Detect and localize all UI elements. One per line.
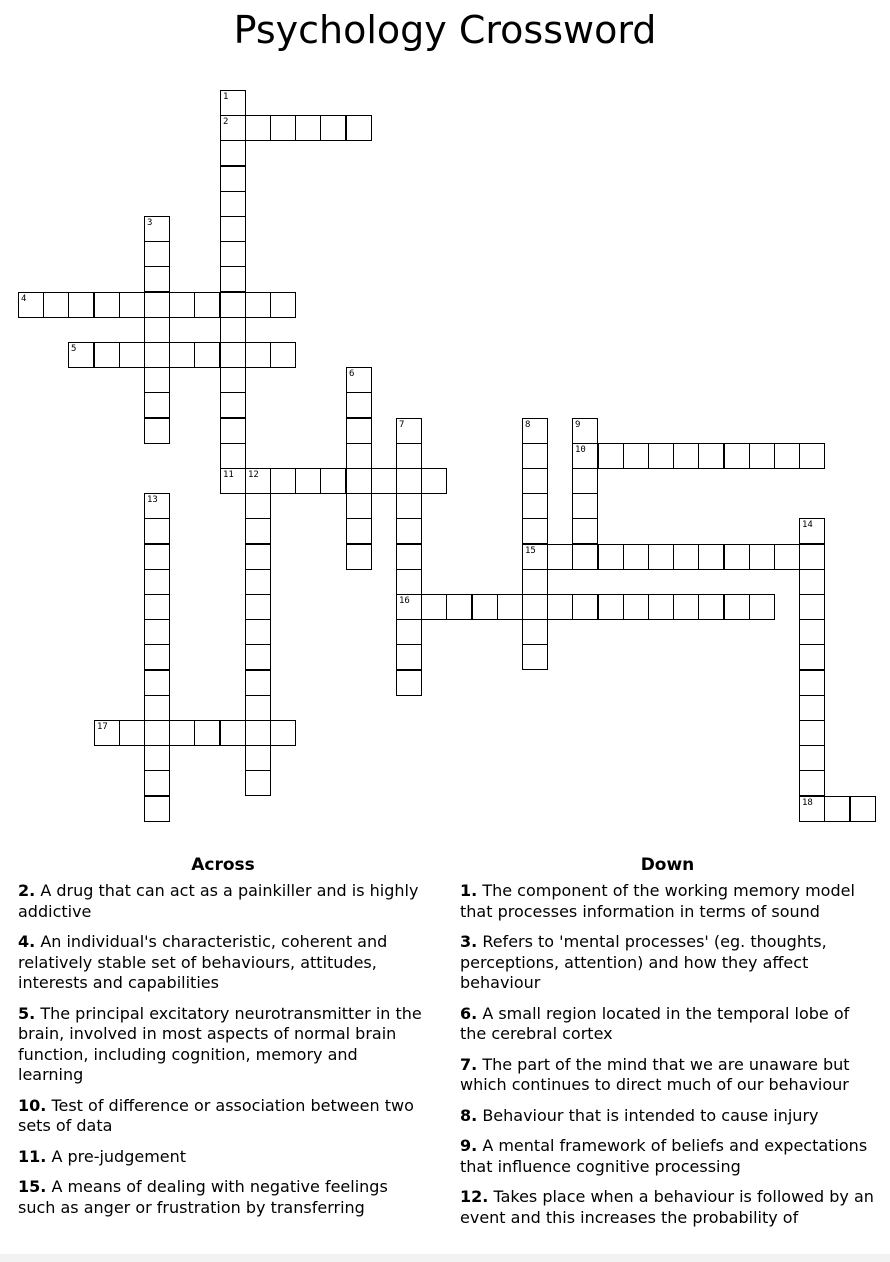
- across-clue: [18, 932, 428, 994]
- across-clue: [18, 1177, 428, 1218]
- grid-cell[interactable]: [623, 594, 649, 620]
- grid-cell[interactable]: [270, 342, 296, 368]
- grid-cell[interactable]: [245, 644, 271, 670]
- grid-cell[interactable]: [144, 292, 170, 318]
- clue-number-label: 5: [71, 344, 77, 354]
- grid-cell[interactable]: [245, 745, 271, 771]
- across-clue: [18, 881, 428, 922]
- grid-cell[interactable]: [144, 770, 170, 796]
- clue-number: 6.: [460, 1003, 478, 1023]
- grid-cell[interactable]: [144, 317, 170, 343]
- page-footer-strip: [0, 1254, 890, 1262]
- across-clues: [18, 854, 428, 1228]
- grid-cell[interactable]: [623, 443, 649, 469]
- grid-cell[interactable]: [396, 670, 422, 696]
- grid-cell[interactable]: [598, 594, 624, 620]
- clue-number-label: 16: [399, 596, 410, 606]
- grid-cell[interactable]: [396, 518, 422, 544]
- grid-cell[interactable]: [245, 670, 271, 696]
- grid-cell[interactable]: [144, 544, 170, 570]
- grid-cell[interactable]: [522, 418, 548, 444]
- grid-cell[interactable]: [245, 720, 271, 746]
- down-clue: [460, 1004, 875, 1045]
- grid-cell[interactable]: [673, 443, 699, 469]
- clue-number: 15.: [18, 1177, 47, 1196]
- clue-number: 9.: [460, 1136, 478, 1155]
- grid-cell[interactable]: [522, 594, 548, 620]
- grid-cell[interactable]: [220, 266, 246, 292]
- grid-cell[interactable]: [245, 493, 271, 519]
- grid-cell[interactable]: [245, 594, 271, 620]
- grid-cell[interactable]: [724, 544, 750, 570]
- grid-cell[interactable]: [346, 392, 372, 418]
- grid-cell[interactable]: [194, 292, 220, 318]
- grid-cell[interactable]: [522, 468, 548, 494]
- grid-cell[interactable]: [522, 644, 548, 670]
- down-clue: [460, 881, 875, 922]
- clue-number-label: 8: [525, 420, 531, 430]
- clue-number-label: 4: [21, 294, 27, 304]
- clue-text: Test of difference or association between two sets of data: [18, 1095, 414, 1135]
- clue-number: 3.: [460, 932, 478, 951]
- clue-text: Takes place when a behaviour is followed by an event and this increases the probability of: [460, 1187, 874, 1227]
- grid-cell[interactable]: [144, 342, 170, 368]
- clue-number: 10.: [18, 1095, 47, 1115]
- grid-cell[interactable]: [572, 418, 598, 444]
- grid-cell[interactable]: [295, 468, 321, 494]
- grid-cell[interactable]: [220, 468, 246, 494]
- grid-cell[interactable]: [346, 493, 372, 519]
- clue-number-label: 1: [223, 92, 229, 102]
- grid-cell[interactable]: [320, 115, 346, 141]
- grid-cell[interactable]: [144, 266, 170, 292]
- grid-cell[interactable]: [169, 720, 195, 746]
- grid-cell[interactable]: [270, 292, 296, 318]
- clue-number-label: 9: [575, 420, 581, 430]
- grid-cell[interactable]: [799, 594, 825, 620]
- grid-cell[interactable]: [94, 720, 120, 746]
- grid-cell[interactable]: [245, 569, 271, 595]
- grid-cell[interactable]: [598, 544, 624, 570]
- grid-cell[interactable]: [799, 720, 825, 746]
- clue-text: The principal excitatory neurotransmitter in the brain, involved in most aspects of normal brain function, including cognition, memory and learning: [18, 1003, 422, 1084]
- grid-cell[interactable]: [396, 443, 422, 469]
- grid-cell[interactable]: [497, 594, 523, 620]
- grid-cell[interactable]: [522, 518, 548, 544]
- grid-cell[interactable]: [522, 443, 548, 469]
- grid-cell[interactable]: [144, 493, 170, 519]
- grid-cell[interactable]: [270, 720, 296, 746]
- clue-text: A drug that can act as a painkiller and is highly addictive: [18, 881, 419, 921]
- grid-cell[interactable]: [799, 544, 825, 570]
- clue-number-label: 11: [223, 470, 234, 480]
- grid-cell[interactable]: [648, 594, 674, 620]
- clue-number-label: 3: [147, 218, 153, 228]
- down-clue-list: [460, 881, 875, 1228]
- grid-cell[interactable]: [396, 619, 422, 645]
- grid-cell[interactable]: [346, 518, 372, 544]
- grid-cell[interactable]: [144, 518, 170, 544]
- grid-cell[interactable]: [220, 317, 246, 343]
- grid-cell[interactable]: [94, 342, 120, 368]
- grid-cell[interactable]: [220, 418, 246, 444]
- grid-cell[interactable]: [144, 367, 170, 393]
- grid-cell[interactable]: [220, 140, 246, 166]
- clue-number-label: 6: [349, 369, 355, 379]
- grid-cell[interactable]: [774, 443, 800, 469]
- grid-cell[interactable]: [18, 292, 44, 318]
- grid-cell[interactable]: [119, 342, 145, 368]
- grid-cell[interactable]: [245, 544, 271, 570]
- down-heading: Down: [640, 855, 695, 875]
- grid-cell[interactable]: [421, 468, 447, 494]
- grid-cell[interactable]: [169, 292, 195, 318]
- clue-number: 2.: [18, 881, 36, 900]
- grid-cell[interactable]: [220, 241, 246, 267]
- grid-cell[interactable]: [572, 443, 598, 469]
- grid-cell[interactable]: [572, 493, 598, 519]
- grid-cell[interactable]: [598, 443, 624, 469]
- grid-cell[interactable]: [245, 695, 271, 721]
- grid-cell[interactable]: [522, 544, 548, 570]
- clue-text: Refers to 'mental processes' (eg. thoughts, perceptions, attention) and how they affect behaviour: [460, 932, 827, 992]
- grid-cell[interactable]: [522, 569, 548, 595]
- grid-cell[interactable]: [346, 544, 372, 570]
- grid-cell[interactable]: [648, 443, 674, 469]
- grid-cell[interactable]: [346, 115, 372, 141]
- grid-cell[interactable]: [673, 594, 699, 620]
- grid-cell[interactable]: [144, 594, 170, 620]
- grid-cell[interactable]: [245, 770, 271, 796]
- grid-cell[interactable]: [220, 367, 246, 393]
- grid-cell[interactable]: [144, 241, 170, 267]
- grid-cell[interactable]: [572, 468, 598, 494]
- grid-cell[interactable]: [799, 443, 825, 469]
- clue-text: Behaviour that is intended to cause injury: [482, 1105, 819, 1125]
- grid-cell[interactable]: [749, 443, 775, 469]
- grid-cell[interactable]: [245, 468, 271, 494]
- grid-cell[interactable]: [799, 770, 825, 796]
- grid-cell[interactable]: [194, 342, 220, 368]
- clue-number-label: 7: [399, 420, 405, 430]
- grid-cell[interactable]: [220, 191, 246, 217]
- grid-cell[interactable]: [799, 518, 825, 544]
- clue-number-label: 13: [147, 495, 158, 505]
- grid-cell[interactable]: [698, 544, 724, 570]
- grid-cell[interactable]: [446, 594, 472, 620]
- clue-text: A pre-judgement: [51, 1146, 187, 1166]
- grid-cell[interactable]: [799, 670, 825, 696]
- clue-number-label: 15: [525, 546, 536, 556]
- grid-cell[interactable]: [245, 518, 271, 544]
- grid-cell[interactable]: [522, 619, 548, 645]
- clue-number: 12.: [460, 1187, 489, 1206]
- grid-cell[interactable]: [396, 594, 422, 620]
- clue-number-label: 12: [248, 470, 259, 480]
- grid-cell[interactable]: [144, 670, 170, 696]
- grid-cell[interactable]: [220, 216, 246, 242]
- grid-cell[interactable]: [220, 443, 246, 469]
- grid-cell[interactable]: [824, 796, 850, 822]
- grid-cell[interactable]: [346, 367, 372, 393]
- down-clue: [460, 1136, 875, 1177]
- grid-cell[interactable]: [144, 569, 170, 595]
- clue-text: A mental framework of beliefs and expectations that influence cognitive processing: [460, 1136, 868, 1176]
- grid-cell[interactable]: [43, 292, 69, 318]
- clue-number: 1.: [460, 881, 478, 900]
- clue-text: The part of the mind that we are unaware but which continues to direct much of our behaviour: [460, 1054, 850, 1094]
- grid-cell[interactable]: [270, 468, 296, 494]
- grid-cell[interactable]: [270, 115, 296, 141]
- grid-cell[interactable]: [799, 745, 825, 771]
- clue-number-label: 18: [802, 798, 813, 808]
- grid-cell[interactable]: [220, 392, 246, 418]
- across-clue: [18, 1096, 428, 1137]
- grid-cell[interactable]: [724, 443, 750, 469]
- grid-cell[interactable]: [547, 594, 573, 620]
- grid-cell[interactable]: [799, 644, 825, 670]
- clue-number-label: 2: [223, 117, 229, 127]
- grid-cell[interactable]: [194, 720, 220, 746]
- clue-number-label: 10: [575, 445, 586, 455]
- grid-cell[interactable]: [245, 619, 271, 645]
- grid-cell[interactable]: [522, 493, 548, 519]
- grid-cell[interactable]: [774, 544, 800, 570]
- grid-cell[interactable]: [396, 493, 422, 519]
- grid-cell[interactable]: [673, 544, 699, 570]
- grid-cell[interactable]: [799, 619, 825, 645]
- across-clue: [18, 1147, 428, 1168]
- page-title: Psychology Crossword: [233, 8, 657, 52]
- grid-cell[interactable]: [572, 594, 598, 620]
- grid-cell[interactable]: [572, 544, 598, 570]
- grid-cell[interactable]: [396, 644, 422, 670]
- grid-cell[interactable]: [799, 569, 825, 595]
- grid-cell[interactable]: [245, 342, 271, 368]
- grid-cell[interactable]: [144, 745, 170, 771]
- grid-cell[interactable]: [572, 518, 598, 544]
- across-clue: [18, 1004, 428, 1086]
- down-clue: [460, 1055, 875, 1096]
- grid-cell[interactable]: [220, 720, 246, 746]
- clue-number: 5.: [18, 1003, 36, 1023]
- clue-text: The component of the working memory model that processes information in terms of sound: [460, 881, 855, 921]
- grid-cell[interactable]: [119, 292, 145, 318]
- grid-cell[interactable]: [245, 292, 271, 318]
- grid-cell[interactable]: [396, 418, 422, 444]
- down-clues: [460, 854, 875, 1238]
- grid-cell[interactable]: [799, 695, 825, 721]
- grid-cell[interactable]: [421, 594, 447, 620]
- grid-cell[interactable]: [648, 544, 674, 570]
- grid-cell[interactable]: [220, 115, 246, 141]
- grid-cell[interactable]: [472, 594, 498, 620]
- down-clue: [460, 1187, 875, 1228]
- clue-number: 4.: [18, 932, 36, 951]
- grid-cell[interactable]: [547, 544, 573, 570]
- grid-cell[interactable]: [144, 796, 170, 822]
- grid-cell[interactable]: [144, 619, 170, 645]
- grid-cell[interactable]: [220, 166, 246, 192]
- across-heading: Across: [191, 855, 255, 875]
- grid-cell[interactable]: [144, 695, 170, 721]
- grid-cell[interactable]: [245, 115, 271, 141]
- grid-cell[interactable]: [749, 594, 775, 620]
- grid-cell[interactable]: [220, 90, 246, 116]
- grid-cell[interactable]: [396, 544, 422, 570]
- grid-cell[interactable]: [144, 392, 170, 418]
- grid-cell[interactable]: [320, 468, 346, 494]
- grid-cell[interactable]: [623, 544, 649, 570]
- down-clue: [460, 1106, 875, 1127]
- grid-cell[interactable]: [169, 342, 195, 368]
- grid-cell[interactable]: [68, 342, 94, 368]
- grid-cell[interactable]: [144, 720, 170, 746]
- grid-cell[interactable]: [346, 418, 372, 444]
- grid-cell[interactable]: [698, 443, 724, 469]
- clue-number-label: 14: [802, 520, 813, 530]
- grid-cell[interactable]: [724, 594, 750, 620]
- grid-cell[interactable]: [295, 115, 321, 141]
- clue-text: A means of dealing with negative feelings such as anger or frustration by transferring: [18, 1177, 388, 1217]
- clue-text: A small region located in the temporal lobe of the cerebral cortex: [460, 1003, 850, 1043]
- clue-number: 7.: [460, 1054, 478, 1074]
- grid-cell[interactable]: [144, 644, 170, 670]
- clue-number-label: 17: [97, 722, 108, 732]
- grid-cell[interactable]: [850, 796, 876, 822]
- grid-cell[interactable]: [396, 569, 422, 595]
- grid-cell[interactable]: [94, 292, 120, 318]
- clue-text: An individual's characteristic, coherent and relatively stable set of behaviours, attitudes, interests and capabilities: [18, 932, 388, 992]
- grid-cell[interactable]: [144, 216, 170, 242]
- grid-cell[interactable]: [346, 443, 372, 469]
- clue-number: 11.: [18, 1146, 47, 1166]
- grid-cell[interactable]: [119, 720, 145, 746]
- grid-cell[interactable]: [220, 292, 246, 318]
- grid-cell[interactable]: [220, 342, 246, 368]
- grid-cell[interactable]: [144, 418, 170, 444]
- grid-cell[interactable]: [396, 468, 422, 494]
- across-clue-list: [18, 881, 428, 1218]
- clue-number: 8.: [460, 1105, 478, 1125]
- grid-cell[interactable]: [371, 468, 397, 494]
- grid-cell[interactable]: [749, 544, 775, 570]
- grid-cell[interactable]: [346, 468, 372, 494]
- down-clue: [460, 932, 875, 994]
- grid-cell[interactable]: [698, 594, 724, 620]
- grid-cell[interactable]: [799, 796, 825, 822]
- grid-cell[interactable]: [68, 292, 94, 318]
